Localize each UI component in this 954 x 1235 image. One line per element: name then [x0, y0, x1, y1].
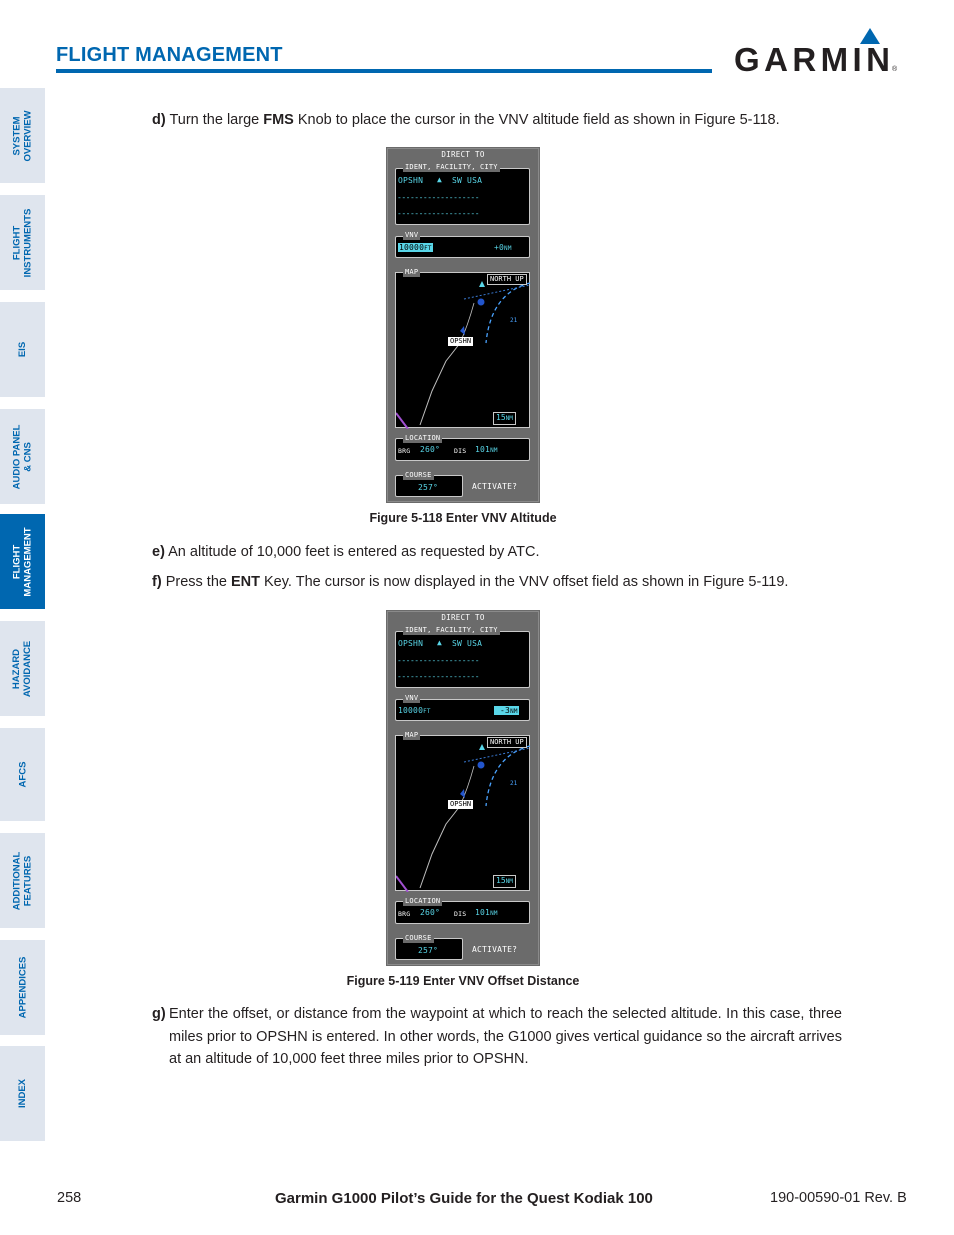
waypoint-label: OPSHN — [450, 800, 472, 808]
dash-line: ------------------- — [397, 656, 480, 665]
course-label: COURSE — [405, 934, 432, 942]
step-label: g) — [152, 1006, 166, 1022]
tab-index[interactable] — [0, 1046, 45, 1141]
ent-key-name: ENT — [230, 574, 260, 590]
tab-afcs[interactable] — [0, 728, 45, 821]
figure-caption: Figure 5-119 Enter VNV Offset Distance — [346, 974, 580, 988]
part-number: 190-00590-01 Rev. B — [770, 1190, 907, 1206]
svg-text:21: 21 — [510, 780, 518, 787]
step-f — [152, 571, 788, 593]
vnv-offset-field[interactable]: +0NM — [494, 243, 512, 252]
tab-label: HAZARD AVOIDANCE — [11, 640, 34, 697]
step-label: f) — [152, 574, 162, 590]
page-number: 258 — [57, 1190, 82, 1206]
map-view[interactable] — [395, 735, 530, 891]
figure-caption: Figure 5-118 Enter VNV Altitude — [369, 511, 557, 525]
tab-label: AFCS — [17, 761, 28, 788]
dis-label: DIS — [454, 910, 467, 918]
step-d — [152, 109, 780, 131]
map-label: MAP — [405, 268, 419, 276]
garmin-logo — [734, 26, 898, 76]
waypoint-arrow-icon: ▲ — [437, 175, 443, 184]
dis-value: 101NM — [475, 445, 498, 454]
screen-title: DIRECT TO — [441, 150, 485, 159]
location-label: LOCATION — [405, 897, 441, 905]
waypoint-label: OPSHN — [450, 337, 472, 345]
section-title: FLIGHT MANAGEMENT — [56, 44, 283, 66]
tab-label: INDEX — [16, 1078, 28, 1109]
tab-label: FLIGHT MANAGEMENT — [11, 526, 34, 597]
tab-hazard-avoidance[interactable] — [0, 621, 45, 716]
course-label: COURSE — [405, 471, 432, 479]
dis-label: DIS — [454, 447, 467, 455]
step-text: Enter the offset, or distance from the waypoint at which to reach the selected altitude. In this case, three miles prior to OPSHN is entered. In other words, the G1000 gives vertical guidance so the aircraft arrives at an altitude of 10,000 feet three miles prior to OPSHN. — [169, 1006, 842, 1067]
ident-value[interactable]: OPSHN — [398, 176, 424, 185]
map-range[interactable]: 15NM — [493, 875, 516, 888]
ident-label: IDENT, FACILITY, CITY — [405, 626, 498, 634]
facility-value: SW USA — [452, 176, 483, 185]
figure-5-118-screen — [386, 147, 540, 503]
north-up-indicator[interactable]: NORTH UP — [487, 737, 527, 748]
map-range[interactable]: 15NM — [493, 412, 516, 425]
tab-system-overview[interactable] — [0, 88, 45, 183]
tab-label: AUDIO PANEL & CNS — [11, 424, 34, 489]
tab-label: APPENDICES — [17, 956, 29, 1019]
brg-value: 260° — [420, 445, 441, 454]
step-text: Turn the large — [169, 112, 264, 128]
vnv-label: VNV — [405, 231, 419, 239]
step-text: Knob to place the cursor in the VNV altitude field as shown in Figure 5-118. — [293, 112, 780, 128]
dash-line: ------------------- — [397, 193, 480, 202]
tab-flight-management[interactable] — [0, 514, 45, 609]
header-rule — [56, 69, 712, 73]
course-value[interactable]: 257° — [418, 483, 439, 492]
vnv-altitude-field[interactable]: 10000FT — [399, 243, 432, 252]
tab-flight-instruments[interactable] — [0, 195, 45, 290]
tab-label: EIS — [17, 341, 28, 358]
tab-eis[interactable] — [0, 302, 45, 397]
facility-value: SW USA — [452, 639, 483, 648]
waypoint-arrow-icon: ▲ — [437, 638, 443, 647]
fms-key-name: FMS — [263, 112, 294, 128]
map-graphic — [396, 736, 531, 892]
step-g — [152, 1003, 842, 1071]
map-graphic — [396, 273, 531, 429]
footer-title: Garmin G1000 Pilot’s Guide for the Quest Kodiak 100 — [275, 1190, 653, 1207]
brg-label: BRG — [398, 447, 411, 455]
course-value[interactable]: 257° — [418, 946, 439, 955]
ident-label: IDENT, FACILITY, CITY — [405, 163, 498, 171]
location-label: LOCATION — [405, 434, 441, 442]
dash-line: ------------------- — [397, 209, 480, 218]
dis-value: 101NM — [475, 908, 498, 917]
step-text: Press the — [165, 574, 231, 590]
activate-prompt[interactable]: ACTIVATE? — [472, 945, 518, 954]
svg-text:21: 21 — [510, 317, 518, 324]
step-text: An altitude of 10,000 feet is entered as requested by ATC. — [168, 544, 540, 560]
step-label: d) — [152, 112, 166, 128]
map-view[interactable] — [395, 272, 530, 428]
logo-wordmark: GARMIN — [734, 41, 892, 76]
step-label: e) — [152, 544, 165, 560]
tab-appendices[interactable] — [0, 940, 45, 1035]
tab-label: ADDITIONAL FEATURES — [11, 851, 34, 910]
brg-label: BRG — [398, 910, 411, 918]
vnv-label: VNV — [405, 694, 419, 702]
north-up-indicator[interactable]: NORTH UP — [487, 274, 527, 285]
ident-value[interactable]: OPSHN — [398, 639, 424, 648]
screen-title: DIRECT TO — [441, 613, 485, 622]
tab-label: FLIGHT INSTRUMENTS — [11, 208, 34, 277]
tab-additional-features[interactable] — [0, 833, 45, 928]
dash-line: ------------------- — [397, 672, 480, 681]
step-text: Key. The cursor is now displayed in the VNV offset field as shown in Figure 5-119. — [259, 574, 789, 590]
svg-text:®: ® — [892, 66, 898, 73]
activate-prompt[interactable]: ACTIVATE? — [472, 482, 518, 491]
figure-5-119-screen — [386, 610, 540, 966]
vnv-offset-field[interactable]: -3NM — [494, 706, 519, 715]
tab-audio-panel-cns[interactable] — [0, 409, 45, 504]
brg-value: 260° — [420, 908, 441, 917]
map-label: MAP — [405, 731, 419, 739]
vnv-altitude-field[interactable]: 10000FT — [398, 706, 431, 715]
tab-label: SYSTEM OVERVIEW — [11, 109, 34, 162]
step-e — [152, 541, 539, 563]
